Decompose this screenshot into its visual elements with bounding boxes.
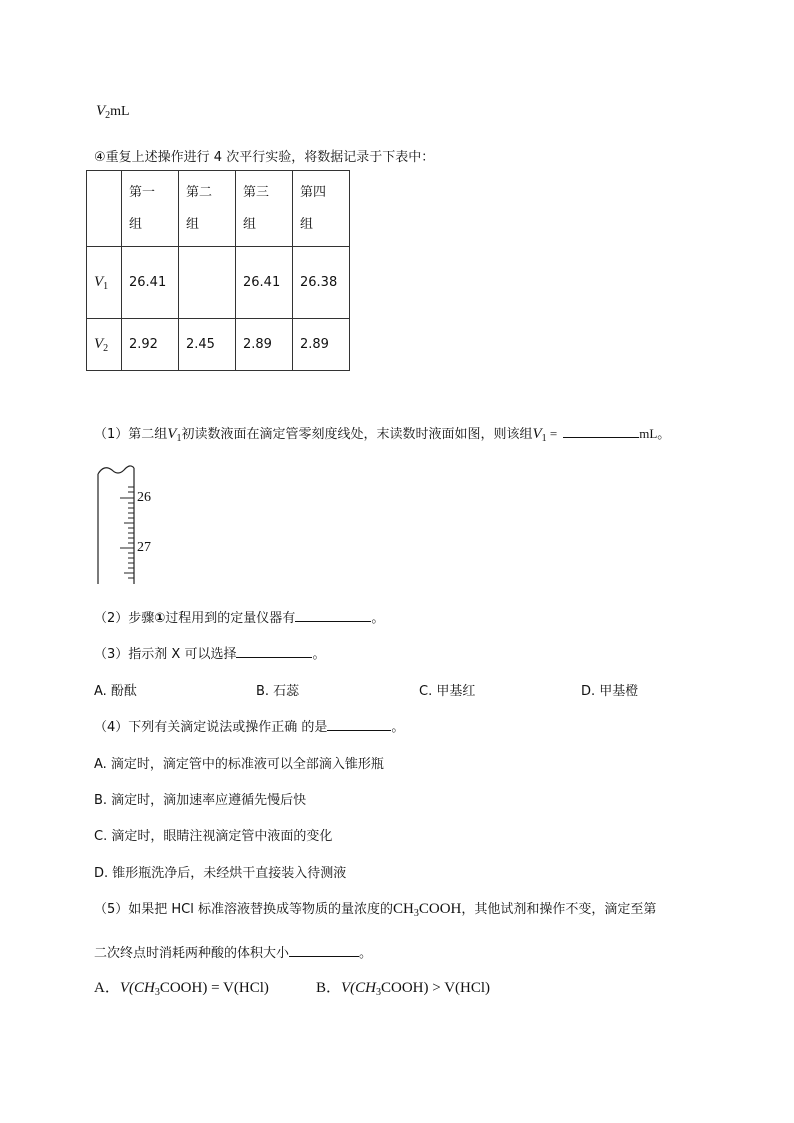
table-cell: 26.41 [236,247,293,319]
table-corner-cell [87,171,122,247]
q3-option-c[interactable]: C. 甲基红 [419,684,476,699]
answer-blank-q2[interactable] [295,609,371,622]
q3-option-d[interactable]: D. 甲基橙 [581,684,639,699]
data-table [86,170,350,371]
q5-option-b[interactable]: B．$V(CH_3COOH) > V(HCl)$ [316,980,491,998]
question-5-line2: 二次终点时消耗两种酸的体积大小 。 [94,946,373,961]
unit-label-v2-ml: $V_2mL$ [96,103,130,121]
table-header-group4: 第四 组 [293,171,350,247]
q3-option-b[interactable]: B. 石蕊 [256,684,300,699]
burette-mark-26: 26 [137,490,151,505]
row-label-v1: $V_1$ [87,247,122,319]
answer-blank-q3[interactable] [236,645,312,658]
question-5-line1: （5）如果把 HCl 标准溶液替换成等物质的量浓度的$CH_3COOH$，其他试剂和操作不变，滴定至第 [94,901,657,919]
table-row-v2 [87,319,350,371]
table-header-row [87,171,350,247]
table-cell [179,247,236,319]
question-4: （4）下列有关滴定说法或操作正确 的是 。 [94,720,405,735]
table-header-group1: 第一 组 [122,171,179,247]
q5-option-a[interactable]: A．$V(CH_3COOH) = V(HCl)$ [94,980,269,998]
table-header-group2: 第二 组 [179,171,236,247]
table-cell: 2.45 [179,319,236,371]
burette-mark-27: 27 [137,540,151,555]
table-cell: 26.41 [122,247,179,319]
q4-option-d[interactable]: D. 锥形瓶洗净后，未经烘干直接装入待测液 [94,866,347,881]
row-label-v2: $V_2$ [87,319,122,371]
q3-option-a[interactable]: A. 酚酞 [94,684,137,699]
table-cell: 2.92 [122,319,179,371]
table-cell: 2.89 [293,319,350,371]
answer-blank-q4[interactable] [327,718,391,731]
question-1: （1）第二组$V_1$初读数液面在滴定管零刻度线处，末读数时液面如图，则该组$V_1$ = mL。 [94,426,671,444]
answer-blank-q1[interactable] [563,425,639,438]
question-3: （3）指示剂 X 可以选择 。 [94,647,326,662]
table-cell: 26.38 [293,247,350,319]
table-row-v1 [87,247,350,319]
q4-option-a[interactable]: A. 滴定时，滴定管中的标准液可以全部滴入锥形瓶 [94,757,384,772]
step4-instruction: ④重复上述操作进行 4 次平行实验，将数据记录于下表中： [94,150,435,165]
burette-figure [90,460,160,590]
q4-option-b[interactable]: B. 滴定时，滴加速率应遵循先慢后快 [94,793,307,808]
formula-ch3cooh: $CH_3COOH$ [393,901,462,919]
table-cell: 2.89 [236,319,293,371]
q4-option-c[interactable]: C. 滴定时，眼睛注视滴定管中液面的变化 [94,829,333,844]
answer-blank-q5[interactable] [289,944,359,957]
table-header-group3: 第三 组 [236,171,293,247]
question-2: （2）步骤①过程用到的定量仪器有 。 [94,611,385,626]
